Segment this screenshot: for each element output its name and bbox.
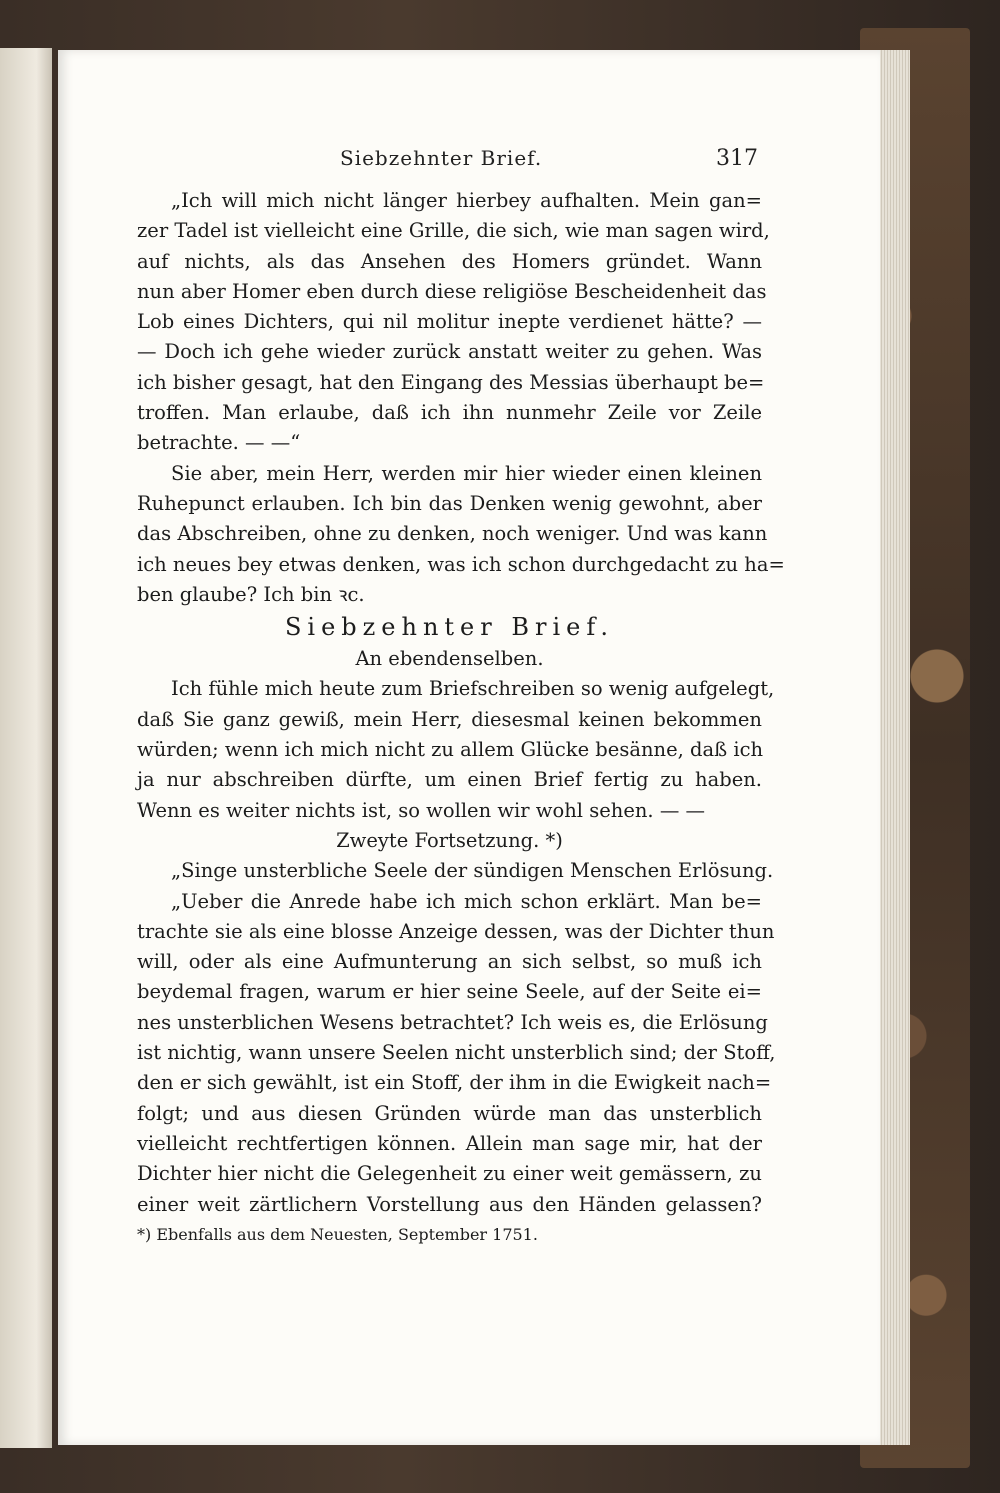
text-line: will, oder als eine Aufmunterung an sich selbst, so muß ich xyxy=(137,950,762,974)
text-line: Siebzehnter Brief. xyxy=(284,613,615,642)
text-line: würden; wenn ich mich nicht zu allem Glücke besänne, daß ich xyxy=(137,738,764,762)
text-line: Sie aber, mein Herr, werden mir hier wieder einen kleinen xyxy=(171,461,762,485)
text-line: folgt; und aus diesen Gründen würde man das unsterblich xyxy=(137,1101,762,1125)
text-line: vielleicht rechtfertigen können. Allein man sage mir, hat der xyxy=(137,1131,762,1155)
text-line: daß Sie ganz gewiß, mein Herr, diesesmal keinen bekommen xyxy=(137,707,762,731)
page-number: 317 xyxy=(716,146,758,171)
text-line: nes unsterblichen Wesens betrachtet? Ich weis es, die Erlösung xyxy=(137,1010,768,1034)
text-line: Lob eines Dichters, qui nil molitur inepte verdienet hätte? — xyxy=(137,310,762,334)
text-line: ben glaube? Ich bin ꝛc. xyxy=(137,582,365,606)
text-line: *) Ebenfalls aus dem Neuesten, September 1751. xyxy=(137,1224,538,1244)
text-line: Ruhepunct erlauben. Ich bin das Denken wenig gewohnt, aber xyxy=(137,491,762,515)
text-line: betrachte. — —“ xyxy=(137,431,301,455)
text-line: „Ueber die Anrede habe ich mich schon erklärt. Man be= xyxy=(171,889,762,913)
text-line: ist nichtig, wann unsere Seelen nicht unsterblich sind; der Stoff, xyxy=(137,1041,776,1065)
text-line: Zweyte Fortsetzung. *) xyxy=(336,828,563,852)
text-line: troffen. Man erlaube, daß ich ihn nunmehr Zeile vor Zeile xyxy=(137,401,762,425)
text-line: An ebendenselben. xyxy=(355,647,544,671)
text-line: den er sich gewählt, ist ein Stoff, der ihm in die Ewigkeit nach= xyxy=(137,1071,772,1095)
left-page-edge xyxy=(0,48,52,1448)
text-line: das Abschreiben, ohne zu denken, noch weniger. Und was kann xyxy=(137,522,768,546)
text-line: Ich fühle mich heute zum Briefschreiben so wenig aufgelegt, xyxy=(171,677,775,701)
text-line: beydemal fragen, warum er hier seine Seele, auf der Seite ei= xyxy=(137,980,762,1004)
text-line: ja nur abschreiben dürfte, um einen Brief fertig zu haben. xyxy=(137,768,762,792)
running-head: Siebzehnter Brief. xyxy=(340,146,543,170)
text-line: trachte sie als eine blosse Anzeige dessen, was der Dichter thun xyxy=(137,919,775,943)
text-line: Dichter hier nicht die Gelegenheit zu einer weit gemässern, zu xyxy=(137,1162,762,1186)
text-line: — Doch ich gehe wieder zurück anstatt weiter zu gehen. Was xyxy=(137,340,762,364)
text-line: „Ich will mich nicht länger hierbey aufhalten. Mein gan= xyxy=(171,189,762,212)
text-line: einer weit zärtlichern Vorstellung aus den Händen gelassen? xyxy=(137,1192,762,1216)
text-line: „Singe unsterbliche Seele der sündigen Menschen Erlösung. xyxy=(171,859,774,883)
text-line: ich bisher gesagt, hat den Eingang des Messias überhaupt be= xyxy=(137,370,765,394)
text-line: zer Tadel ist vielleicht eine Grille, die sich, wie man sagen wird, xyxy=(137,219,770,243)
text-line: nun aber Homer eben durch diese religiöse Bescheidenheit das xyxy=(137,279,767,303)
text-line: ich neues bey etwas denken, was ich schon durchgedacht zu ha= xyxy=(137,552,785,576)
text-line: Wenn es weiter nichts ist, so wollen wir wohl sehen. — — xyxy=(137,798,706,822)
body-text xyxy=(137,186,785,1250)
text-line: auf nichts, als das Ansehen des Homers gründet. Wann xyxy=(137,249,762,273)
